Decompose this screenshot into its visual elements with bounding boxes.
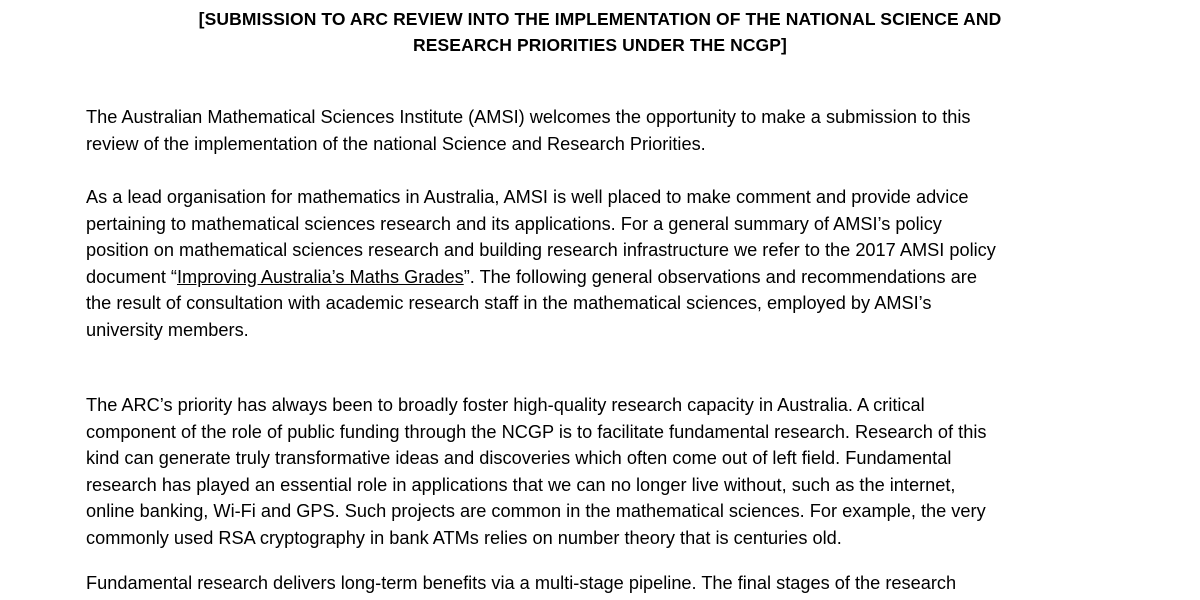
paragraph-line: position on mathematical sciences research and building research infrastructure we refer to the 2017 AMSI policy xyxy=(86,240,996,261)
paragraph-line: Fundamental research delivers long-term benefits via a multi-stage pipeline. The final stages of the research xyxy=(86,573,957,593)
paragraph-line-with-link xyxy=(86,264,1126,291)
paragraph-line: research has played an essential role in applications that we can no longer live without, such as the internet, xyxy=(86,474,956,495)
title-line-1: [SUBMISSION TO ARC REVIEW INTO THE IMPLEMENTATION OF THE NATIONAL SCIENCE AND xyxy=(198,9,1002,29)
paragraph-line: The ARC’s priority has always been to broadly foster high-quality research capacity in Australia. A critical xyxy=(86,395,925,415)
paragraph-line: component of the role of public funding through the NCGP is to facilitate fundamental research. Research of this xyxy=(86,421,987,442)
paragraph-arc-priority xyxy=(86,392,1126,552)
document-title xyxy=(0,6,1200,58)
paragraph-fundamental-research xyxy=(86,570,1126,597)
link-prefix-text: document “ xyxy=(86,266,177,287)
policy-document-link[interactable]: Improving Australia’s Maths Grades xyxy=(176,266,464,287)
paragraph-intro xyxy=(86,104,1126,157)
paragraph-amsi-role xyxy=(86,184,1126,344)
paragraph-line: university members. xyxy=(86,319,249,340)
paragraph-line: commonly used RSA cryptography in bank ATMs relies on number theory that is centuries old. xyxy=(86,527,842,548)
paragraph-line: online banking, Wi-Fi and GPS. Such projects are common in the mathematical sciences. For example, the very xyxy=(86,501,986,522)
paragraph-line: review of the implementation of the national Science and Research Priorities. xyxy=(86,133,706,154)
paragraph-line: the result of consultation with academic research staff in the mathematical sciences, employed by AMSI’s xyxy=(86,293,932,314)
paragraph-line: kind can generate truly transformative ideas and discoveries which often come out of left field. Fundamental xyxy=(86,448,952,469)
paragraph-line: As a lead organisation for mathematics in Australia, AMSI is well placed to make comment and provide advice xyxy=(86,187,969,207)
title-line-2: RESEARCH PRIORITIES UNDER THE NCGP] xyxy=(413,35,787,55)
link-suffix-text: ”. The following general observations and recommendations are xyxy=(463,266,977,287)
paragraph-line: pertaining to mathematical sciences research and its applications. For a general summary of AMSI’s policy xyxy=(86,213,942,234)
paragraph-line: The Australian Mathematical Sciences Institute (AMSI) welcomes the opportunity to make a submission to this xyxy=(86,107,971,127)
